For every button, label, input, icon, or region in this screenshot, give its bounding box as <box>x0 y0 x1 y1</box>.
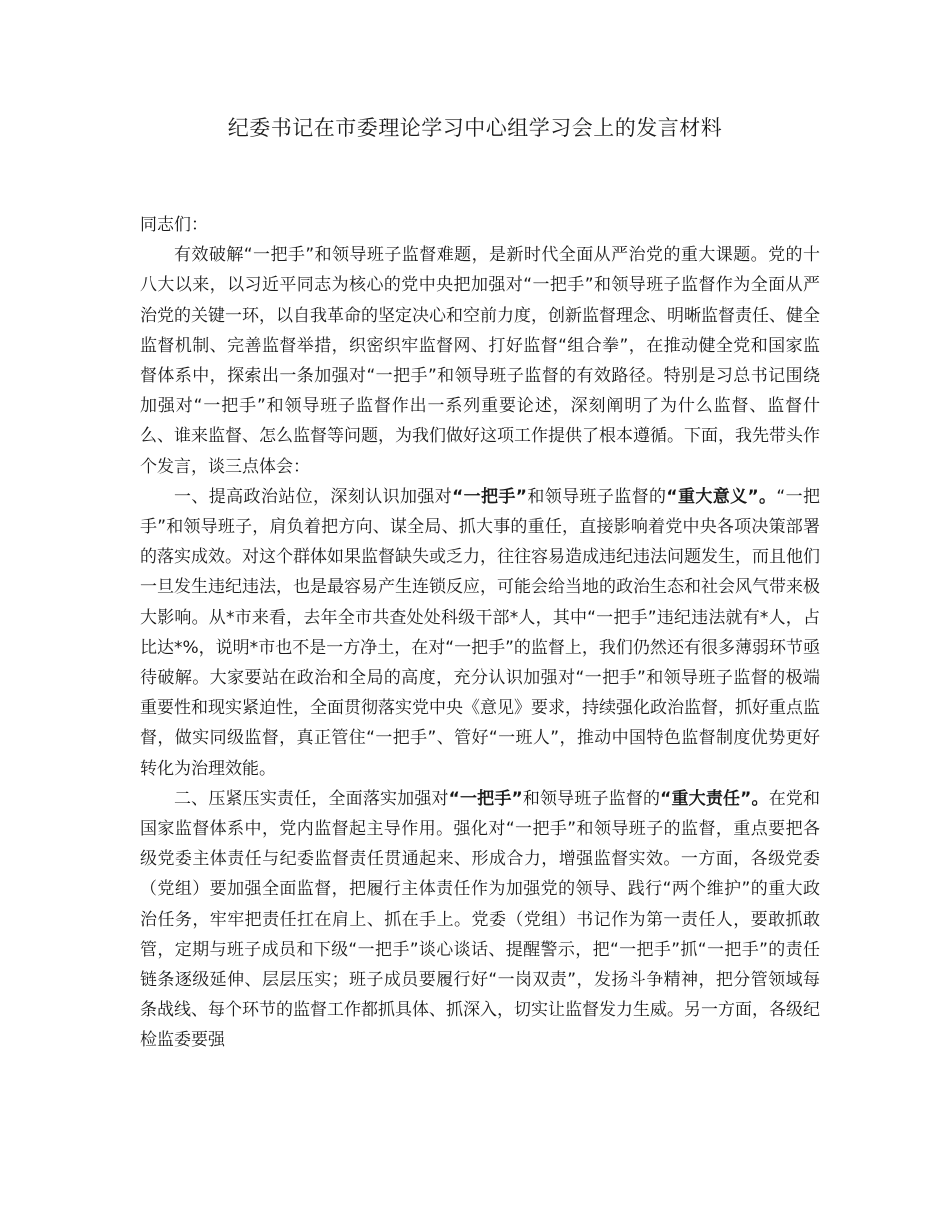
document-body <box>140 210 820 1056</box>
section-2-heading-bold-2: “重大责任”。 <box>660 788 769 809</box>
document-title: 纪委书记在市委理论学习中心组学习会上的发言材料 <box>227 116 723 140</box>
section-1-heading-mid: 和领导班子监督的 <box>526 486 667 507</box>
intro-paragraph: 有效破解“一把手”和领导班子监督难题，是新时代全面从严治党的重大课题。党的十八大以来，以习近平同志为核心的党中央把加强对“一把手”和领导班子监督作为全面从严治党的关键一环，以自我革命的坚定决心和空前力度，创新监督理念、明晰监督责任、健全监督机制、完善监督举措，织密织牢监督网、打好监督“组合拳”，在推动健全党和国家监督体系中，探索出一条加强对“一把手”和领导班子监督的有效路径。特别是习总书记围绕加强对“一把手”和领导班子监督作出一系列重要论述，深刻阐明了为什么监督、监督什么、谁来监督、怎么监督等问题，为我们做好这项工作提供了根本遵循。下面，我先带头作个发言，谈三点体会： <box>140 245 820 477</box>
section-2-paragraph <box>140 784 820 1056</box>
section-1-paragraph <box>140 482 820 784</box>
section-1-text: “一把手”和领导班子，肩负着把方向、谋全局、抓大事的重任，直接影响着党中央各项决策部署的落实成效。对这个群体如果监督缺失或乏力，往往容易造成违纪违法问题发生，而且他们一旦发生违纪违法，也是最容易产生连锁反应，可能会给当地的政治生态和社会风气带来极大影响。从*市来看，去年全市共查处处科级干部*人，其中“一把手”违纪违法就有*人，占比达*%，说明*市也不是一方净土，在对“一把手”的监督上，我们仍然还有很多薄弱环节亟待破解。大家要站在政治和全局的高度，充分认识加强对“一把手”和领导班子监督的极端重要性和现实紧迫性，全面贯彻落实党中央《意见》要求，持续强化政治监督，抓好重点监督，做实同级监督，真正管住“一把手”、管好“一班人”，推动中国特色监督制度优势更好转化为治理效能。 <box>140 486 820 779</box>
section-2-text: 在党和国家监督体系中，党内监督起主导作用。强化对“一把手”和领导班子的监督，重点要把各级党委主体责任与纪委监督责任贯通起来、形成合力，增强监督实效。一方面，各级党委（党组）要加强全面监督，把履行主体责任作为加强党的领导、践行“两个维护”的重大政治任务，牢牢把责任扛在肩上、抓在手上。党委（党组）书记作为第一责任人，要敢抓敢管，定期与班子成员和下级“一把手”谈心谈话、提醒警示，把“一把手”抓“一把手”的责任链条逐级延伸、层层压实；班子成员要履行好“一岗双责”，发扬斗争精神，把分管领域每条战线、每个环节的监督工作都抓具体、抓深入，切实让监督发力生威。另一方面，各级纪检监委要强 <box>140 788 821 1051</box>
section-2-heading-mid: 和领导班子监督的 <box>522 788 661 809</box>
section-1-heading-bold-1: “一把手” <box>452 486 527 507</box>
section-2-heading-lead: 二、压紧压实责任，全面落实加强对 <box>174 788 449 809</box>
salutation: 同志们： <box>140 215 208 235</box>
section-2-heading-bold-1: “一把手” <box>448 788 523 809</box>
section-1-heading-lead: 一、提高政治站位，深刻认识加强对 <box>174 486 453 507</box>
section-1-heading-bold-2: “重大意义”。 <box>666 486 777 507</box>
